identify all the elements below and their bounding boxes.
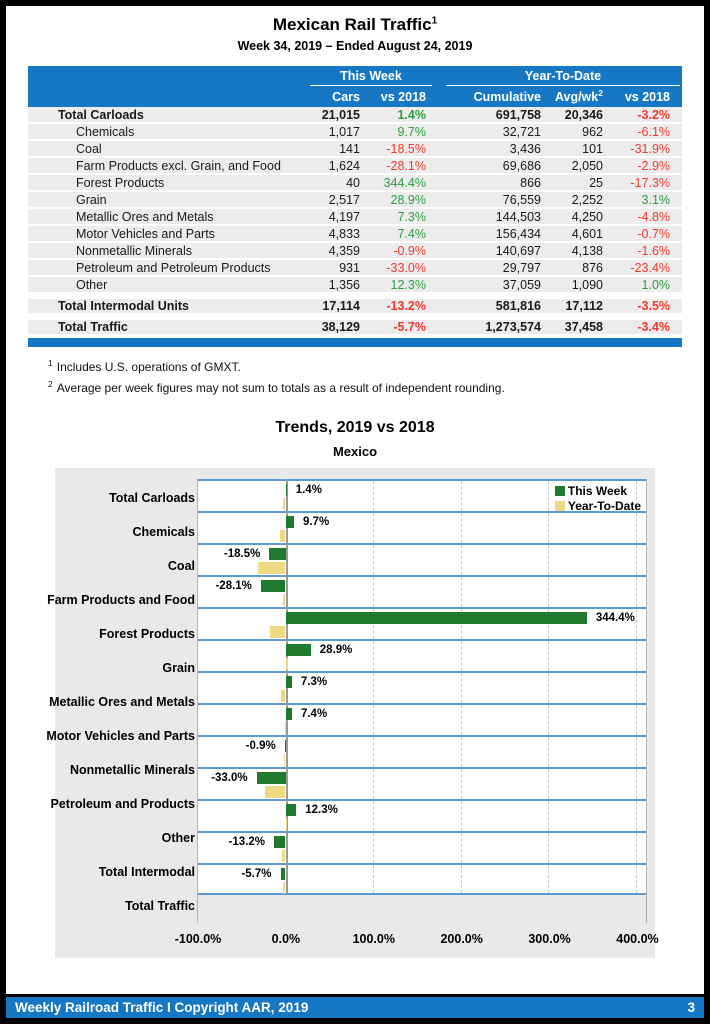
gridline: [636, 545, 637, 575]
gridline: [636, 641, 637, 671]
category-label: Total Carloads: [109, 491, 195, 505]
category-label: Petroleum and Products: [50, 797, 195, 811]
gridline: [373, 513, 374, 543]
gridline: [373, 577, 374, 607]
bar-this-week: [274, 836, 286, 848]
bar-year-to-date: [270, 626, 285, 638]
gridline: [461, 769, 462, 799]
cell-ytd-vs-2018: -23.4%: [611, 260, 682, 277]
table-row: [28, 124, 682, 141]
category-label: Nonmetallic Minerals: [69, 763, 195, 777]
cell-cars-vs-2018: 7.3%: [368, 209, 434, 226]
cell-commodity: Grain: [28, 192, 308, 209]
zero-line: [286, 543, 288, 575]
chart-legend: [555, 483, 641, 513]
cell-gap: [434, 260, 444, 277]
cell-cars-vs-2018: -18.5%: [368, 141, 434, 158]
gridline: [548, 833, 549, 863]
cell-cars: 4,833: [308, 226, 368, 243]
bar-this-week: [286, 516, 294, 528]
gridline: [548, 801, 549, 831]
cell-ytd-vs-2018: 3.1%: [611, 192, 682, 209]
bar-value-label: -0.9%: [245, 740, 276, 752]
gridline: [548, 481, 549, 511]
header-gap-cell-2: [434, 86, 444, 107]
bar-year-to-date: [281, 690, 285, 702]
cell-cars-vs-2018: 7.4%: [368, 226, 434, 243]
category-label: Grain: [162, 661, 195, 675]
header-avg-wk-label: Avg/wk: [554, 90, 599, 105]
cell-cars-vs-2018: -28.1%: [368, 158, 434, 175]
traffic-table: [28, 66, 682, 336]
bar-value-label: 344.4%: [595, 612, 635, 624]
bar-this-week: [286, 644, 311, 656]
cell-avg-wk: 876: [549, 260, 611, 277]
cell-cars: 2,517: [308, 192, 368, 209]
footer-page-number: 3: [687, 1000, 695, 1015]
cell-commodity: Metallic Ores and Metals: [28, 209, 308, 226]
cell-cumulative: 866: [444, 175, 549, 192]
header-group-year-to-date: [444, 66, 682, 86]
bar-value-label: 9.7%: [302, 516, 330, 528]
header-group-this-week: [308, 66, 434, 86]
cell-cars: 40: [308, 175, 368, 192]
cell-ytd-vs-2018: -31.9%: [611, 141, 682, 158]
category-label: Other: [161, 831, 195, 845]
gridline: [373, 865, 374, 893]
table-row: [28, 315, 682, 336]
cell-ytd-vs-2018: -3.2%: [611, 107, 682, 124]
cell-cars: 1,017: [308, 124, 368, 141]
gridline: [461, 737, 462, 767]
cell-gap: [434, 243, 444, 260]
cell-cars: 1,624: [308, 158, 368, 175]
cell-avg-wk: 25: [549, 175, 611, 192]
cell-commodity: Total Carloads: [28, 107, 308, 124]
cell-cars: 4,359: [308, 243, 368, 260]
gridline: [548, 577, 549, 607]
cell-ytd-vs-2018: -6.1%: [611, 124, 682, 141]
cell-avg-wk: 4,138: [549, 243, 611, 260]
legend-item-year-to-date: [555, 498, 641, 513]
cell-cars-vs-2018: 12.3%: [368, 277, 434, 294]
gridline: [373, 801, 374, 831]
cell-commodity: Chemicals: [28, 124, 308, 141]
category-label: Metallic Ores and Metals: [49, 695, 195, 709]
cell-gap: [434, 107, 444, 124]
gridline: [461, 577, 462, 607]
bar-year-to-date: [284, 754, 285, 766]
cell-cars: 1,356: [308, 277, 368, 294]
footnote-2: [48, 379, 704, 395]
cell-cumulative: 37,059: [444, 277, 549, 294]
cell-cumulative: 144,503: [444, 209, 549, 226]
cell-avg-wk: 2,252: [549, 192, 611, 209]
category-label: Motor Vehicles and Parts: [46, 729, 195, 743]
gridline: [548, 705, 549, 735]
gridline: [373, 673, 374, 703]
bar-this-week: [269, 548, 285, 560]
cell-gap: [434, 141, 444, 158]
chart-row: [198, 607, 646, 639]
gridline: [373, 833, 374, 863]
x-axis-tick-label: 100.0%: [352, 932, 395, 946]
header-avg-wk: [549, 86, 611, 107]
footnote-2-ref: 2: [48, 379, 53, 389]
gridline: [636, 609, 637, 639]
cell-cars: 141: [308, 141, 368, 158]
cell-gap: [434, 124, 444, 141]
category-label: Coal: [167, 559, 195, 573]
cell-gap: [434, 294, 444, 315]
chart-plot-area: [197, 479, 647, 923]
footnote-1-text: Includes U.S. operations of GMXT.: [56, 360, 241, 374]
gridline: [548, 673, 549, 703]
cell-cars: 4,197: [308, 209, 368, 226]
chart-category-labels: [46, 479, 195, 923]
chart-row: [198, 543, 646, 575]
table-row: [28, 277, 682, 294]
bar-year-to-date: [286, 658, 289, 670]
bar-year-to-date: [282, 850, 285, 862]
cell-commodity: Petroleum and Petroleum Products: [28, 260, 308, 277]
page-footer: [6, 994, 704, 1018]
bar-value-label: -33.0%: [211, 772, 248, 784]
table-row: [28, 175, 682, 192]
cell-cars-vs-2018: -5.7%: [368, 315, 434, 336]
gridline: [548, 865, 549, 893]
gridline: [461, 801, 462, 831]
bar-this-week: [261, 580, 286, 592]
gridline: [548, 641, 549, 671]
cell-cars: 931: [308, 260, 368, 277]
bar-this-week: [281, 868, 286, 880]
cell-cumulative: 3,436: [444, 141, 549, 158]
x-axis-tick-label: -100.0%: [174, 932, 222, 946]
legend-label-year-to-date: Year-To-Date: [567, 498, 641, 513]
chart-row: [198, 767, 646, 799]
gridline: [461, 673, 462, 703]
zero-line: [286, 831, 288, 863]
footnote-1-ref: 1: [48, 358, 53, 368]
cell-cumulative: 140,697: [444, 243, 549, 260]
traffic-table-header: [28, 66, 682, 107]
cell-commodity: Other: [28, 277, 308, 294]
header-cumulative: Cumulative: [444, 86, 549, 107]
gridline: [636, 801, 637, 831]
bar-this-week: [286, 676, 292, 688]
cell-cars-vs-2018: -33.0%: [368, 260, 434, 277]
report-page: [6, 6, 704, 1018]
gridline: [636, 865, 637, 893]
bar-year-to-date: [283, 594, 286, 606]
cell-ytd-vs-2018: 1.0%: [611, 277, 682, 294]
title-footnote-ref: 1: [431, 15, 438, 27]
cell-cars: 38,129: [308, 315, 368, 336]
table-row: [28, 107, 682, 124]
gridline: [461, 545, 462, 575]
chart-row: [198, 799, 646, 831]
bar-year-to-date: [283, 882, 286, 894]
bar-year-to-date: [258, 562, 286, 574]
cell-cars-vs-2018: 28.9%: [368, 192, 434, 209]
cell-commodity: Total Traffic: [28, 315, 308, 336]
cell-gap: [434, 192, 444, 209]
header-gap-cell: [434, 66, 444, 86]
bar-this-week: [285, 740, 286, 752]
gridline: [461, 641, 462, 671]
bar-this-week: [286, 612, 587, 624]
cell-avg-wk: 20,346: [549, 107, 611, 124]
page-subtitle: Week 34, 2019 – Ended August 24, 2019: [237, 39, 473, 53]
gridline: [548, 513, 549, 543]
cell-gap: [434, 175, 444, 192]
traffic-table-body: [28, 107, 682, 336]
cell-ytd-vs-2018: -3.5%: [611, 294, 682, 315]
gridline: [373, 641, 374, 671]
chart-x-axis: [174, 932, 659, 948]
cell-cars-vs-2018: 344.4%: [368, 175, 434, 192]
cell-cars-vs-2018: -13.2%: [368, 294, 434, 315]
header-blank-cell: [28, 66, 308, 86]
gridline: [373, 705, 374, 735]
cell-cars: 21,015: [308, 107, 368, 124]
gridline: [373, 545, 374, 575]
bar-this-week: [286, 484, 287, 496]
cell-cumulative: 69,686: [444, 158, 549, 175]
gridline: [548, 545, 549, 575]
category-label: Chemicals: [132, 525, 195, 539]
bar-year-to-date: [265, 786, 285, 798]
table-row: [28, 294, 682, 315]
bar-value-label: 1.4%: [295, 484, 322, 496]
legend-label-this-week: This Week: [567, 483, 627, 498]
table-row: [28, 141, 682, 158]
bar-year-to-date: [286, 818, 287, 830]
gridline: [461, 481, 462, 511]
x-axis-tick-label: 300.0%: [528, 932, 571, 946]
gridline: [636, 673, 637, 703]
cell-cumulative: 29,797: [444, 260, 549, 277]
bar-year-to-date: [280, 530, 285, 542]
gridline: [461, 833, 462, 863]
bar-this-week: [286, 708, 292, 720]
gridline: [636, 577, 637, 607]
x-axis-tick-label: 400.0%: [616, 932, 659, 946]
table-bottom-bar: [28, 338, 682, 347]
cell-gap: [434, 209, 444, 226]
legend-item-this-week: [555, 483, 641, 498]
footnote-2-text: Average per week figures may not sum to totals as a result of independent rounding.: [56, 381, 505, 395]
gridline: [461, 705, 462, 735]
chart-row: [198, 639, 646, 671]
cell-cars-vs-2018: 9.7%: [368, 124, 434, 141]
cell-commodity: Forest Products: [28, 175, 308, 192]
cell-avg-wk: 37,458: [549, 315, 611, 336]
bar-value-label: 12.3%: [305, 804, 338, 816]
x-axis-tick-label: 0.0%: [271, 932, 301, 946]
cell-cumulative: 1,273,574: [444, 315, 549, 336]
chart-row: [198, 735, 646, 767]
legend-swatch-this-week: [555, 486, 565, 496]
header-blank-cell-2: [28, 86, 308, 107]
cell-ytd-vs-2018: -17.3%: [611, 175, 682, 192]
gridline: [373, 481, 374, 511]
gridline: [461, 513, 462, 543]
x-axis-tick-label: 200.0%: [440, 932, 483, 946]
category-label: Farm Products and Food: [47, 593, 195, 607]
footer-bar: [6, 997, 704, 1018]
cell-ytd-vs-2018: -3.4%: [611, 315, 682, 336]
category-label: Total Intermodal: [98, 865, 195, 879]
cell-avg-wk: 101: [549, 141, 611, 158]
gridline: [636, 833, 637, 863]
cell-cumulative: 32,721: [444, 124, 549, 141]
cell-cars-vs-2018: -0.9%: [368, 243, 434, 260]
cell-cumulative: 691,758: [444, 107, 549, 124]
page-title: [6, 6, 704, 35]
bar-value-label: -28.1%: [215, 580, 252, 592]
cell-avg-wk: 4,601: [549, 226, 611, 243]
table-row: [28, 260, 682, 277]
table-row: [28, 226, 682, 243]
cell-cumulative: 581,816: [444, 294, 549, 315]
footnotes: [48, 358, 704, 395]
table-row: [28, 243, 682, 260]
cell-ytd-vs-2018: -2.9%: [611, 158, 682, 175]
chart-row: [198, 671, 646, 703]
cell-commodity: Farm Products excl. Grain, and Food: [28, 158, 308, 175]
bar-value-label: -13.2%: [228, 836, 265, 848]
page-title-text: Mexican Rail Traffic: [272, 15, 432, 34]
cell-gap: [434, 315, 444, 336]
zero-line: [286, 735, 288, 767]
gridline: [373, 769, 374, 799]
table-row: [28, 209, 682, 226]
cell-ytd-vs-2018: -1.6%: [611, 243, 682, 260]
header-group-ytd-label: Year-To-Date: [446, 67, 680, 86]
avg-wk-footnote-ref: 2: [598, 88, 603, 99]
table-row: [28, 192, 682, 209]
cell-commodity: Nonmetallic Minerals: [28, 243, 308, 260]
chart-row: [198, 703, 646, 735]
cell-cars: 17,114: [308, 294, 368, 315]
bar-value-label: -5.7%: [241, 868, 272, 880]
gridline: [636, 705, 637, 735]
footer-text: Weekly Railroad Traffic I Copyright AAR, 2019: [15, 1000, 309, 1015]
header-group-this-week-label: This Week: [310, 67, 432, 86]
footnote-1: [48, 358, 704, 374]
cell-gap: [434, 277, 444, 294]
cell-ytd-vs-2018: -4.8%: [611, 209, 682, 226]
header-cars-vs-2018: vs 2018: [368, 86, 434, 107]
cell-avg-wk: 2,050: [549, 158, 611, 175]
header-cars: Cars: [308, 86, 368, 107]
chart-title: Trends, 2019 vs 2018: [275, 419, 435, 436]
chart-panel: [46, 468, 659, 958]
cell-cumulative: 76,559: [444, 192, 549, 209]
cell-cumulative: 156,434: [444, 226, 549, 243]
gridline: [636, 769, 637, 799]
chart-subtitle: Mexico: [332, 444, 378, 459]
bar-year-to-date: [283, 498, 286, 510]
bar-value-label: 28.9%: [319, 644, 353, 656]
zero-line: [286, 863, 288, 893]
bar-value-label: -18.5%: [223, 548, 261, 560]
zero-line: [286, 767, 288, 799]
cell-commodity: Total Intermodal Units: [28, 294, 308, 315]
zero-line: [286, 575, 288, 607]
chart-row: [198, 863, 646, 895]
table-row: [28, 158, 682, 175]
gridline: [636, 737, 637, 767]
bar-value-label: 7.4%: [300, 708, 328, 720]
cell-avg-wk: 4,250: [549, 209, 611, 226]
cell-avg-wk: 17,112: [549, 294, 611, 315]
cell-ytd-vs-2018: -0.7%: [611, 226, 682, 243]
chart-row: [198, 831, 646, 863]
bar-value-label: 7.3%: [300, 676, 328, 688]
category-label: Forest Products: [99, 627, 195, 641]
bar-this-week: [257, 772, 286, 784]
cell-cars-vs-2018: 1.4%: [368, 107, 434, 124]
bar-year-to-date: [285, 722, 286, 734]
gridline: [373, 737, 374, 767]
cell-commodity: Motor Vehicles and Parts: [28, 226, 308, 243]
cell-gap: [434, 226, 444, 243]
chart-row: [198, 575, 646, 607]
bar-this-week: [286, 804, 297, 816]
cell-avg-wk: 962: [549, 124, 611, 141]
gridline: [548, 769, 549, 799]
gridline: [461, 865, 462, 893]
cell-commodity: Coal: [28, 141, 308, 158]
gridline: [548, 737, 549, 767]
header-ytd-vs-2018: vs 2018: [611, 86, 682, 107]
cell-avg-wk: 1,090: [549, 277, 611, 294]
chart-row: [198, 511, 646, 543]
cell-gap: [434, 158, 444, 175]
legend-swatch-year-to-date: [555, 501, 565, 511]
gridline: [636, 513, 637, 543]
category-label: Total Traffic: [125, 899, 195, 913]
